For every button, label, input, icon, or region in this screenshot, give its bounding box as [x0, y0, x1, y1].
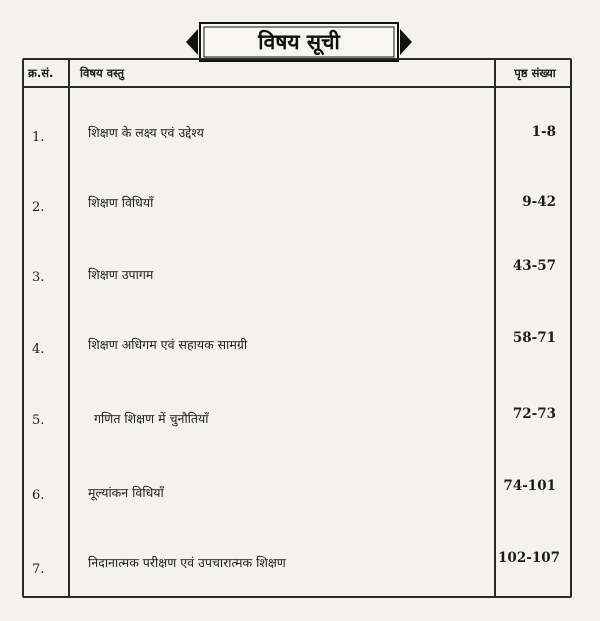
- row-serial: 2.: [32, 200, 45, 215]
- header-page: पृष्ठ संख्या: [514, 65, 556, 80]
- row-pages: 9-42: [522, 194, 556, 210]
- table-header: [24, 60, 570, 88]
- row-serial: 7.: [32, 562, 45, 577]
- table-row: [24, 194, 570, 214]
- row-subject: शिक्षण उपागम: [88, 267, 154, 282]
- table-row: [24, 258, 570, 286]
- table-row: [24, 478, 570, 504]
- row-pages: 72-73: [512, 406, 556, 422]
- row-serial: 1.: [32, 130, 45, 145]
- table-row: [24, 406, 570, 430]
- row-subject: शिक्षण के लक्ष्य एवं उद्देश्य: [88, 125, 204, 140]
- row-pages: 102-107: [498, 550, 560, 566]
- row-subject: शिक्षण विधियाँ: [88, 195, 154, 210]
- row-subject: मूल्यांकन विधियाँ: [88, 485, 164, 500]
- table-row: [24, 330, 570, 357]
- row-serial: 6.: [32, 488, 45, 503]
- table-row: [24, 124, 570, 144]
- row-subject: निदानात्मक परीक्षण एवं उपचारात्मक शिक्षण: [88, 555, 286, 570]
- row-serial: 5.: [32, 413, 45, 428]
- row-subject: शिक्षण अधिगम एवं सहायक सामग्री: [88, 337, 248, 352]
- row-pages: 58-71: [512, 330, 556, 346]
- table-row: [24, 550, 570, 577]
- row-serial: 4.: [32, 342, 45, 357]
- row-pages: 43-57: [512, 258, 556, 274]
- page-title: विषय सूची: [258, 30, 340, 54]
- toc-table: [22, 58, 572, 598]
- header-serial: क्र.सं.: [28, 65, 54, 80]
- row-pages: 1-8: [531, 124, 556, 140]
- title-banner: [186, 21, 412, 63]
- row-pages: 74-101: [503, 478, 556, 494]
- row-serial: 3.: [32, 270, 45, 285]
- header-subject: विषय वस्तु: [80, 65, 125, 80]
- row-subject: गणित शिक्षण में चुनौतियाँ: [94, 411, 209, 426]
